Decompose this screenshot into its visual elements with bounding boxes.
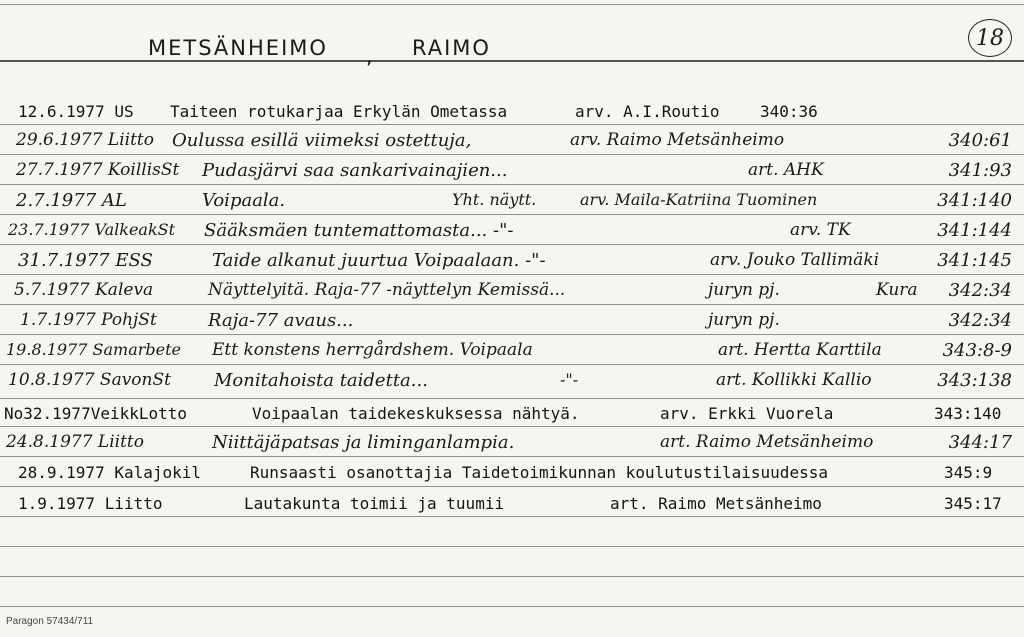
entry-title: Runsaasti osanottajia Taidetoimikunnan koulutustilaisuudessa xyxy=(250,463,828,482)
entry-ref: 340:36 xyxy=(760,102,818,121)
rule-line xyxy=(0,398,1024,399)
entry-title: Näyttelyitä. Raja-77 -näyttelyn Kemissä... xyxy=(208,280,566,300)
entry-credit: juryn pj. xyxy=(708,280,780,300)
entry-date-paper: 27.7.1977 KoillisSt xyxy=(16,160,180,180)
entry-ref: 343:138 xyxy=(937,370,1012,391)
entry-title: Monitahoista taidetta... xyxy=(214,370,428,391)
entry-title: Voipaala. xyxy=(202,190,286,211)
entry-ref: 342:34 xyxy=(948,280,1012,301)
entry-ref: 341:140 xyxy=(937,190,1012,211)
entry-credit: art. Raimo Metsänheimo xyxy=(610,494,822,513)
entry-date-paper: 2.7.1977 AL xyxy=(16,190,127,211)
rule-line xyxy=(0,426,1024,427)
rule-line xyxy=(0,546,1024,547)
rule-line xyxy=(0,124,1024,125)
entry-title: Taiteen rotukarjaa Erkylän Ometassa xyxy=(170,102,508,121)
entry-date-paper: 10.8.1977 SavonSt xyxy=(8,370,171,390)
rule-line xyxy=(0,516,1024,517)
rule-line xyxy=(0,606,1024,607)
entry-title: Taide alkanut juurtua Voipaalaan. -"- xyxy=(212,250,546,271)
entry-date-paper: 31.7.1977 ESS xyxy=(18,250,153,271)
rule-line xyxy=(0,486,1024,487)
entry-title: Voipaalan taidekeskuksessa nähtyä. xyxy=(252,404,580,423)
entry-date-paper: 5.7.1977 Kaleva xyxy=(14,280,154,300)
entry-credit: art. Kollikki Kallio xyxy=(716,370,872,390)
entry-credit: arv. Maila-Katriina Tuominen xyxy=(580,190,818,209)
entry-credit: juryn pj. xyxy=(708,310,780,330)
entry-date-paper: 19.8.1977 Samarbete xyxy=(6,340,181,359)
rule-line xyxy=(0,456,1024,457)
entry-credit: arv. Erkki Vuorela xyxy=(660,404,834,423)
rule-line xyxy=(0,274,1024,275)
entry-ref: 341:93 xyxy=(948,160,1012,181)
rule-line xyxy=(0,334,1024,335)
rule-line xyxy=(0,364,1024,365)
entry-ref: 342:34 xyxy=(948,310,1012,331)
entry-date-paper: 1.7.1977 PohjSt xyxy=(20,310,157,330)
firstname: RAIMO xyxy=(412,36,491,60)
entry-credit: arv. TK xyxy=(790,220,851,240)
surname: METSÄNHEIMO xyxy=(148,36,328,60)
header-rule xyxy=(0,60,1024,62)
entry-title: Oulussa esillä viimeksi ostettuja, xyxy=(172,130,472,151)
card-number: 18 xyxy=(976,25,1004,51)
rule-line xyxy=(0,576,1024,577)
entry-title: Pudasjärvi saa sankarivainajien... xyxy=(202,160,508,181)
entry-date-paper: 12.6.1977 US xyxy=(18,102,134,121)
rule-line xyxy=(0,244,1024,245)
rule-line xyxy=(0,154,1024,155)
entry-date-paper: No32.1977VeikkLotto xyxy=(4,404,188,423)
entry-note: -"- xyxy=(560,370,579,389)
entry-title: Raja-77 avaus... xyxy=(208,310,354,331)
entry-title: Sääksmäen tuntemattomasta... -"- xyxy=(204,220,514,241)
entry-credit: arv. Raimo Metsänheimo xyxy=(570,130,785,150)
entry-date-paper: 28.9.1977 Kalajokil xyxy=(18,463,202,482)
entry-ref: 343:8-9 xyxy=(942,340,1012,361)
entry-date-paper: 23.7.1977 ValkeakSt xyxy=(8,220,176,239)
rule-line xyxy=(0,304,1024,305)
entry-date-paper: 1.9.1977 Liitto xyxy=(18,494,163,513)
entry-ref: 345:17 xyxy=(944,494,1002,513)
entry-credit: art. Raimo Metsänheimo xyxy=(660,432,874,452)
card-number-badge xyxy=(968,19,1012,57)
rule-line xyxy=(0,214,1024,215)
entry-credit: art. Hertta Karttila xyxy=(718,340,882,360)
rule-line xyxy=(0,184,1024,185)
entry-note: Yht. näytt. xyxy=(452,190,537,209)
entry-ref: 341:145 xyxy=(937,250,1012,271)
entry-ref: 343:140 xyxy=(934,404,1002,423)
name-separator: , xyxy=(366,44,375,68)
entry-ref: 344:17 xyxy=(948,432,1012,453)
entry-date-paper: 24.8.1977 Liitto xyxy=(6,432,144,452)
entry-ref: 340:61 xyxy=(948,130,1012,151)
printer-imprint: Paragon 57434/711 xyxy=(6,616,94,627)
entry-credit: art. AHK xyxy=(748,160,824,180)
entry-ref: 345:9 xyxy=(944,463,993,482)
entry-date-paper: 29.6.1977 Liitto xyxy=(16,130,154,150)
entry-title: Ett konstens herrgårdshem. Voipaala xyxy=(212,340,533,360)
entry-credit-extra: Kura xyxy=(876,280,918,300)
entry-title: Lautakunta toimii ja tuumii xyxy=(244,494,505,513)
entry-credit: arv. Jouko Tallimäki xyxy=(710,250,880,270)
entry-ref: 341:144 xyxy=(937,220,1012,241)
entry-credit: arv. A.I.Routio xyxy=(575,102,720,121)
entry-title: Niittäjäpatsas ja liminganlampia. xyxy=(212,432,515,453)
rule-line xyxy=(0,4,1024,5)
